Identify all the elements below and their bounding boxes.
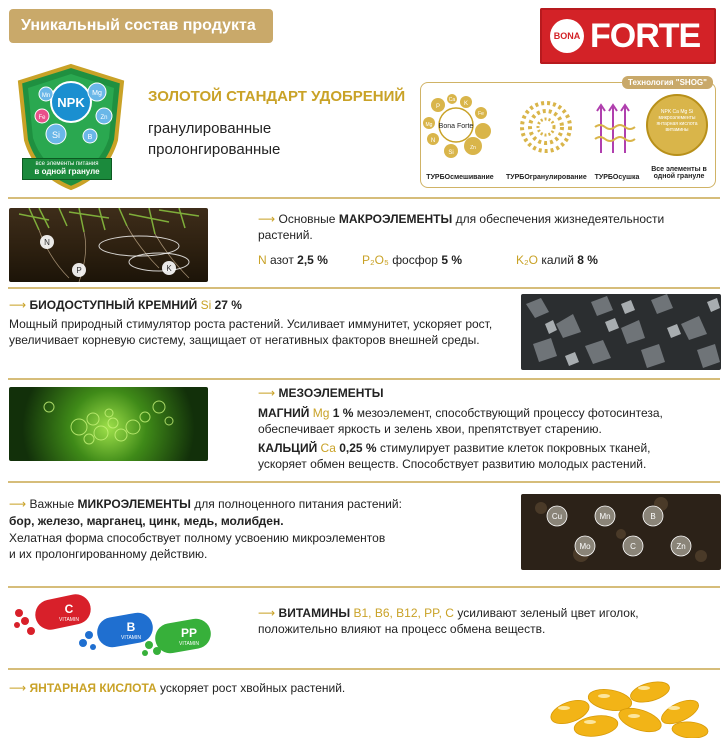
divider [8,197,720,199]
section-title [9,9,273,43]
green-cells-photo [9,387,208,461]
divider [8,586,720,588]
brand-logo [540,8,716,64]
step-drying: ТУРБОсушка [594,174,640,181]
svg-text:VITAMIN: VITAMIN [121,635,141,641]
phosphorus-value: P₂O₅ фосфор 5 % [362,253,462,267]
svg-text:Mo: Mo [579,542,591,551]
divider [8,378,720,380]
intro-line-granulated: гранулированные [148,120,272,137]
svg-text:Mg: Mg [425,122,433,128]
svg-text:P: P [435,104,441,110]
silicon-crystals-photo [521,294,721,370]
silicon-description: Мощный природный стимулятор роста растений. Усиливает иммунитет, ускоряет рост, увеличивает корневую систему, защищает от негативных факторов внешней среды. [9,317,493,347]
vitamins-description: ⟶ ВИТАМИНЫ B1, B6, B12, PP, C усиливают зеленый цвет иголок, положительно влияют на процесс обмена веществ. [258,606,639,636]
meso-heading: ⟶ МЕЗОЭЛЕМЕНТЫ [258,386,384,400]
micro-description: Хелатная форма способствует полному усвоению микроэлементов и их пролонгированному действию. [9,531,386,561]
svg-text:Si: Si [51,130,61,140]
svg-text:N: N [44,238,50,247]
gold-standard-heading: ЗОЛОТОЙ СТАНДАРТ УДОБРЕНИЙ [148,88,406,105]
divider [8,287,720,289]
svg-text:Mg: Mg [92,90,102,97]
spiral-icon [522,103,570,151]
svg-text:K: K [463,101,469,107]
section-title-text: Уникальный состав продукта [21,17,256,34]
potassium-value: K₂O калий 8 % [516,253,598,267]
soil-roots-photo [9,208,208,282]
micro-list: бор, железо, марганец, цинк, медь, молибден. [9,514,284,528]
svg-text:Si: Si [448,150,454,156]
svg-text:B: B [126,620,136,634]
badge-caption [22,158,112,180]
brand-logo-circle: BONA [550,19,584,53]
svg-text:B: B [87,134,93,141]
svg-text:VITAMIN: VITAMIN [179,641,199,647]
micro-heading: ⟶ Важные МИКРОЭЛЕМЕНТЫ для полноценного питания растений: [9,497,402,511]
svg-text:Zn: Zn [100,115,108,121]
svg-text:VITAMIN: VITAMIN [59,617,79,623]
brand-logo-word: FORTE [590,16,701,55]
intro-line-prolonged: пролонгированные [148,141,281,158]
arrow-icon: ⟶ [258,606,276,620]
svg-text:Cu: Cu [551,512,563,521]
vitamin-c-capsule [32,592,93,633]
svg-text:Ca: Ca [448,97,456,103]
svg-text:Mn: Mn [599,512,611,521]
arrow-icon: ⟶ [9,681,27,695]
macro-heading: МАКРОЭЛЕМЕНТЫ [338,212,453,226]
magnesium-description: МАГНИЙ Mg 1 % мезоэлемент, способствующий процессу фотосинтеза, обеспечивает яркость и зелень хвои, препятствует старению. [258,406,663,436]
svg-text:K: K [166,264,172,273]
svg-text:C: C [630,542,636,551]
npk-label: NPK [57,95,85,110]
step-granulation: ТУРБОгранулирование [506,174,587,181]
svg-text:B: B [650,512,656,521]
granule-text: NPK Ca Mg Si микроэлементы янтарная кислота витамины [656,109,698,133]
svg-text:C: C [64,602,74,616]
divider [8,668,720,670]
technology-tag: Технология "SHOG" [622,76,713,89]
micro-soil-photo [521,494,721,570]
nitrogen-value: N азот 2,5 % [258,253,328,267]
calcium-description: КАЛЬЦИЙ Ca 0,25 % стимулирует развитие клеток покровных тканей, ускоряет обмен веществ. Способствует развитию молодых растений. [258,441,651,471]
intro-text [148,118,280,160]
macro-description: ⟶ Основные МАКРОЭЛЕМЕНТЫ для обеспечения жизнедеятельности растений. [258,212,665,242]
svg-text:Zn: Zn [470,145,476,151]
svg-text:Fe: Fe [38,115,46,121]
svg-text:PP: PP [180,626,198,640]
succinic-acid-description: ⟶ ЯНТАРНАЯ КИСЛОТА ускоряет рост хвойных растений. [9,681,346,695]
arrow-icon: ⟶ [258,212,276,226]
svg-text:Mn: Mn [41,93,51,99]
svg-text:P: P [76,266,82,275]
svg-text:Fe: Fe [478,111,484,117]
svg-text:N: N [430,138,436,144]
divider [8,481,720,483]
amber-capsules-image [540,672,720,738]
svg-text:Zn: Zn [676,542,686,551]
step-mixing: ТУРБОсмешивание [426,174,494,181]
badge-caption-top: все элементы питания [35,161,99,167]
arrow-icon: ⟶ [9,298,27,312]
arrow-icon: ⟶ [9,497,27,511]
badge-caption-bottom: в одной грануле [34,167,100,176]
silicon-heading: ⟶ БИОДОСТУПНЫЙ КРЕМНИЙ Si 27 % [9,298,242,312]
arrow-icon: ⟶ [258,386,276,400]
vitamin-capsules-image [9,591,219,661]
tech-center-label: Bona Forte [438,123,474,130]
step-all-in-one: Все элементы в одной грануле [651,166,707,180]
